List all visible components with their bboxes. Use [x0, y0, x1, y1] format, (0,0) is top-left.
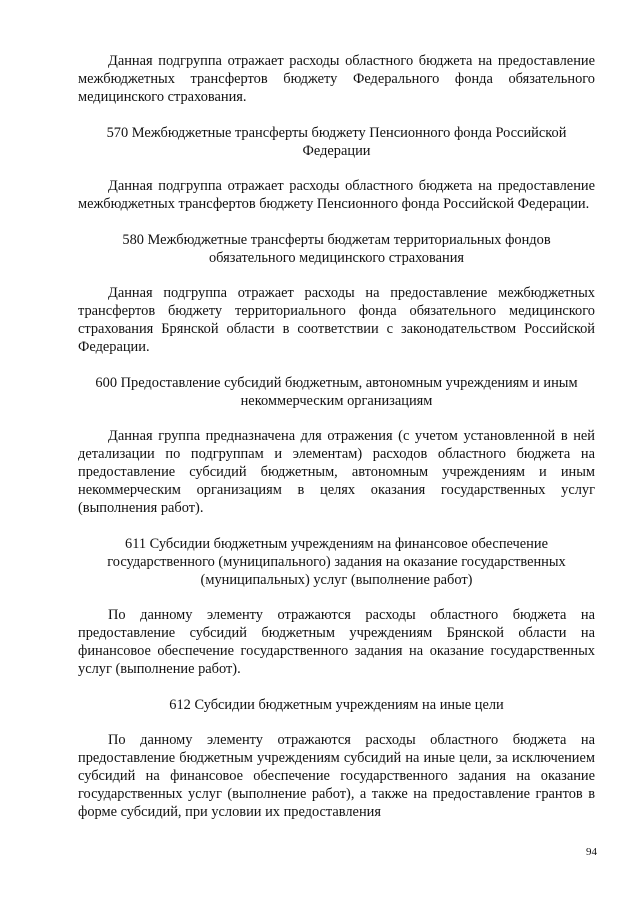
- heading-570: 570 Межбюджетные трансферты бюджету Пенсионного фонда Российской Федерации: [106, 125, 567, 159]
- paragraph-612: По данному элементу отражаются расходы областного бюджета на предоставление бюджетным учреждениям субсидий на иные цели, за исключением субсидий на финансовое обеспечение государственного задания на оказание государственных услуг (выполнение работ), а также на предоставление грантов в форме субсидий, при условии их предоставления: [78, 732, 595, 820]
- heading-612: 612 Субсидии бюджетным учреждениям на иные цели: [169, 697, 504, 713]
- paragraph-600: Данная группа предназначена для отражения (с учетом установленной в ней детализации по подгруппам и элементам) расходов областного бюджета на предоставление субсидий бюджетным, автономным учреждениям и иным некоммерческим организациям в целях оказания государственных услуг (выполнения работ).: [78, 428, 595, 516]
- paragraph-611: По данному элементу отражаются расходы областного бюджета на предоставление субсидий бюджетным учреждениям Брянской области на финансовое обеспечение государственного задания на оказание государственных услуг (выполнение работ).: [78, 607, 595, 677]
- paragraph-570: Данная подгруппа отражает расходы областного бюджета на предоставление межбюджетных трансфертов бюджету Пенсионного фонда Российской Федерации.: [78, 178, 595, 212]
- paragraph-580: Данная подгруппа отражает расходы на предоставление межбюджетных трансфертов бюджету территориального фонда обязательного медицинского страхования Брянской области в соответствии с законодательством Российской Федерации.: [78, 285, 595, 355]
- heading-580: 580 Межбюджетные трансферты бюджетам территориальных фондов обязательного медицинского страхования: [122, 232, 551, 266]
- heading-600: 600 Предоставление субсидий бюджетным, автономным учреждениям и иным некоммерческим организациям: [95, 375, 578, 409]
- paragraph-ffoms-transfers: Данная подгруппа отражает расходы областного бюджета на предоставление межбюджетных трансфертов бюджету Федерального фонда обязательного медицинского страхования.: [78, 53, 595, 105]
- heading-611: 611 Субсидии бюджетным учреждениям на финансовое обеспечение государственного (муниципального) задания на оказание государственных (муниципальных) услуг (выполнение работ): [107, 536, 566, 588]
- document-body: [78, 52, 595, 821]
- page-number: 94: [586, 846, 597, 858]
